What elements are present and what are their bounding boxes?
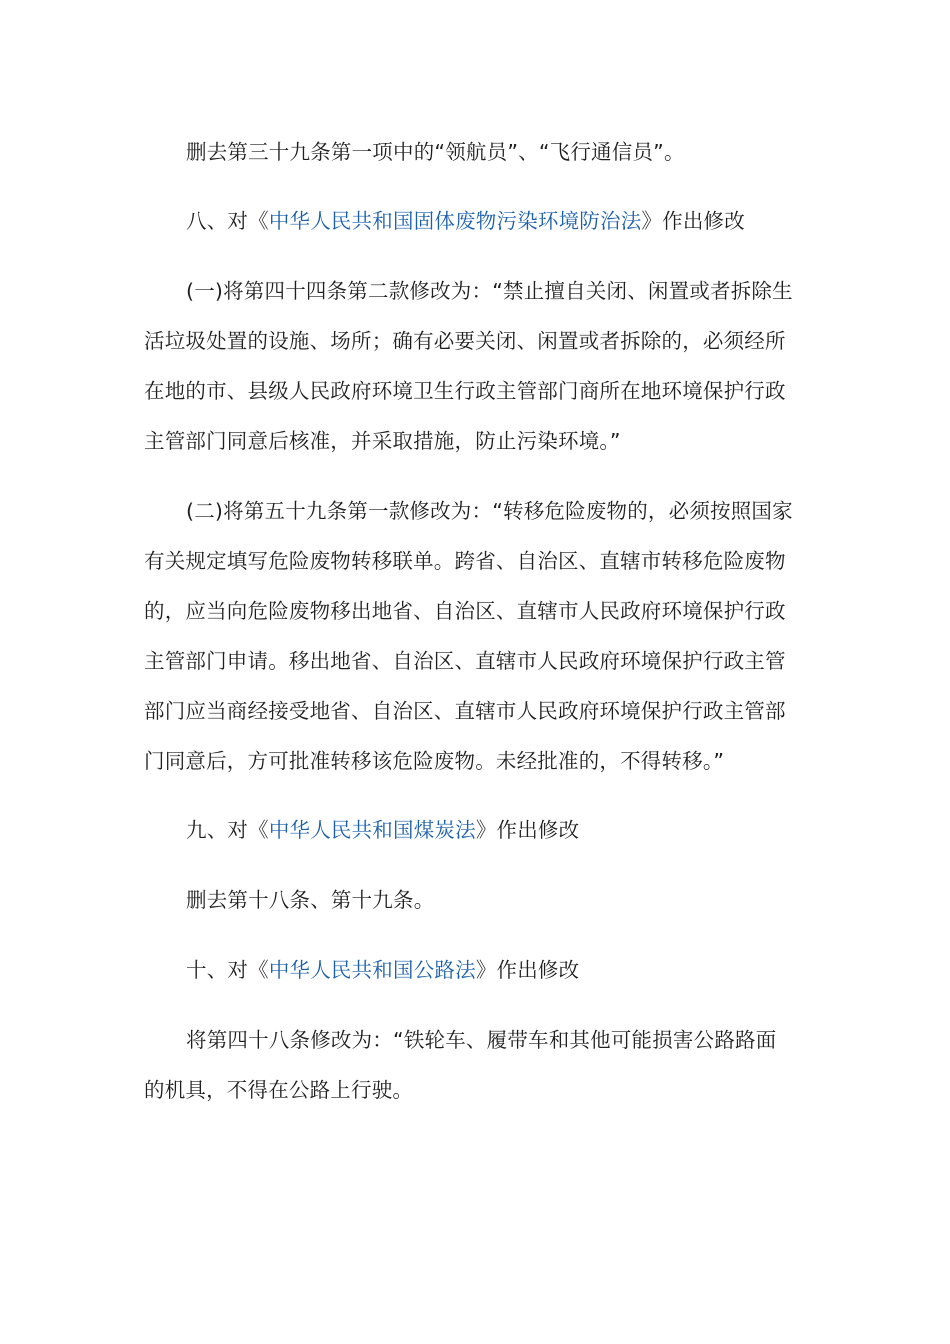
law-link-solid-waste[interactable]: 中华人民共和国固体废物污染环境防治法 [268, 209, 642, 233]
paragraph-line: 在地的市、县级人民政府环境卫生行政主管部门商所在地环境保护行政 [144, 379, 786, 403]
heading-suffix: 》作出修改 [475, 818, 580, 842]
paragraph-delete-articles-18-19: 删去第十八条、第十九条。 [186, 888, 435, 912]
section-heading-10 [186, 955, 858, 985]
paragraph-line: 主管部门申请。移出地省、自治区、直辖市人民政府环境保护行政主管 [144, 649, 786, 673]
paragraph-line: 门同意后，方可批准转移该危险废物。未经批准的，不得转移。” [144, 749, 725, 773]
heading-suffix: 》作出修改 [641, 209, 745, 233]
heading-prefix: 九、对《 [186, 818, 269, 842]
heading-prefix: 八、对《 [186, 209, 269, 233]
heading-prefix: 十、对《 [186, 958, 269, 982]
paragraph-line: 部门应当商经接受地省、自治区、直辖市人民政府环境保护行政主管部 [144, 699, 786, 723]
paragraph-delete-article-39: 删去第三十九条第一项中的“领航员”、“飞行通信员”。 [186, 140, 685, 164]
paragraph-line: 主管部门同意后核准，并采取措施，防止污染环境。” [144, 429, 621, 453]
law-link-coal[interactable]: 中华人民共和国煤炭法 [268, 818, 476, 842]
paragraph-line: 有关规定填写危险废物转移联单。跨省、自治区、直辖市转移危险废物 [144, 549, 786, 573]
paragraph-line: 的，应当向危险废物移出地省、自治区、直辖市人民政府环境保护行政 [144, 599, 786, 623]
law-link-highway[interactable]: 中华人民共和国公路法 [268, 958, 476, 982]
paragraph-line: (二)将第五十九条第一款修改为：“转移危险废物的，必须按照国家 [186, 499, 793, 523]
paragraph-line: 的机具，不得在公路上行驶。 [144, 1078, 414, 1102]
section-heading-9 [186, 815, 858, 845]
section-heading-8 [186, 206, 858, 236]
heading-suffix: 》作出修改 [475, 958, 580, 982]
paragraph-line: (一)将第四十四条第二款修改为：“禁止擅自关闭、闲置或者拆除生 [186, 279, 793, 303]
paragraph-line: 将第四十八条修改为：“铁轮车、履带车和其他可能损害公路路面 [186, 1028, 777, 1052]
paragraph-line: 活垃圾处置的设施、场所；确有必要关闭、闲置或者拆除的，必须经所 [144, 329, 786, 353]
